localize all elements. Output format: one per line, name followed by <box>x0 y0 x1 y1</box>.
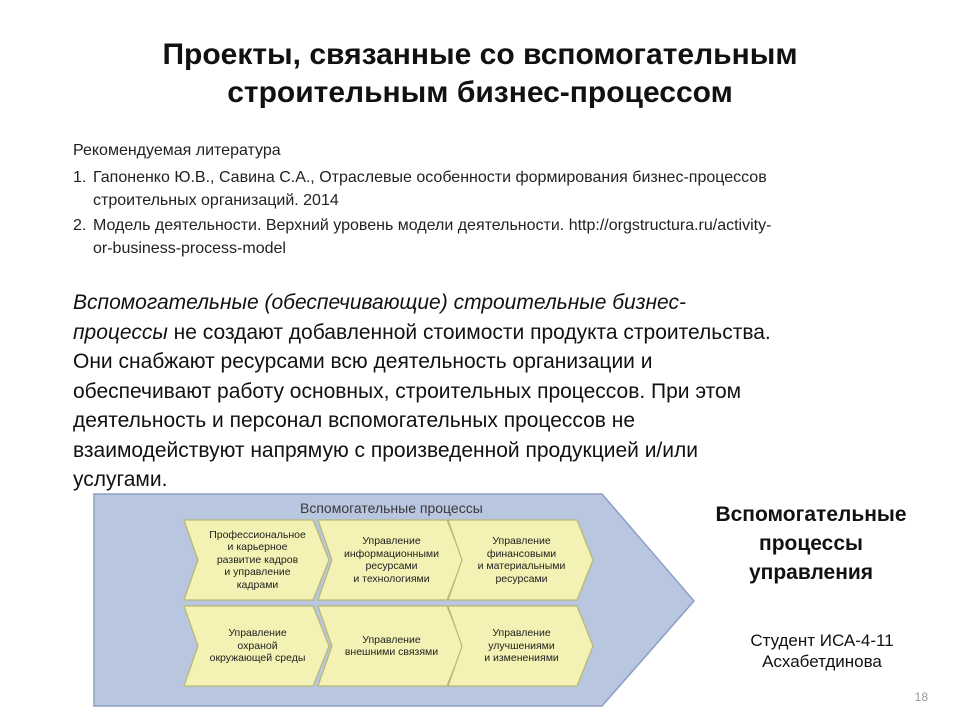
literature-item-continuation: or-business-process-model <box>93 240 286 257</box>
paragraph-text: деятельность и персонал вспомогательных процессов не <box>73 409 636 432</box>
process-card-label: Управление информационными ресурсами и технологиями <box>344 535 439 585</box>
process-card-label: Управление улучшениями и изменениями <box>484 627 559 665</box>
literature-item-number: 2. <box>73 217 87 234</box>
paragraph-text: не создают добавленной стоимости продукта строительства. <box>167 320 771 344</box>
paragraph-italic-text: Вспомогательные (обеспечивающие) строительные бизнес- <box>73 291 686 314</box>
literature-item-number: 1. <box>73 169 87 186</box>
student-name: Асхабетдинова <box>762 652 882 671</box>
slide-title-line-2: строительным бизнес-процессом <box>227 76 733 109</box>
diagram-caption <box>696 500 926 587</box>
slide-title-line-1: Проекты, связанные со вспомогательным <box>162 38 798 71</box>
literature-item-2 <box>73 214 771 260</box>
caption-line: Вспомогательные <box>715 503 907 526</box>
literature-heading: Рекомендуемая литература <box>73 142 281 159</box>
student-info <box>722 630 922 672</box>
process-card-label: Управление охраной окружающей среды <box>209 627 306 665</box>
literature-item-1 <box>73 166 767 212</box>
diagram-label: Вспомогательные процессы <box>300 500 483 516</box>
caption-line: процессы <box>759 532 863 555</box>
literature-item-text: Гапоненко Ю.В., Савина С.А., Отраслевые особенности формирования бизнес-процессов <box>93 169 767 186</box>
process-card-label: Управление внешними связями <box>344 633 439 658</box>
page-number: 18 <box>914 690 928 704</box>
process-card-label: Управление финансовыми и материальными ресурсами <box>477 535 566 585</box>
paragraph-text: взаимодействуют напрямую с произведенной продукцией и/или <box>73 438 698 462</box>
student-group: Студент ИСА-4-11 <box>750 631 894 650</box>
paragraph-text: Они снабжают ресурсами всю деятельность организации и <box>73 350 653 373</box>
slide-title <box>40 36 920 112</box>
literature-item-continuation: строительных организаций. 2014 <box>93 192 339 209</box>
support-processes-diagram <box>92 490 697 708</box>
paragraph-text: обеспечивают работу основных, строительных процессов. При этом <box>73 379 742 403</box>
paragraph-text: услугами. <box>73 468 168 491</box>
paragraph-italic-text: процессы <box>73 320 168 344</box>
process-card-label: Профессиональное и карьерное развитие кадров и управление кадрами <box>209 528 306 591</box>
caption-line: управления <box>748 561 874 584</box>
description-paragraph <box>73 288 903 495</box>
literature-item-text: Модель деятельности. Верхний уровень модели деятельности. http://orgstructura.ru/activity- <box>93 217 772 234</box>
